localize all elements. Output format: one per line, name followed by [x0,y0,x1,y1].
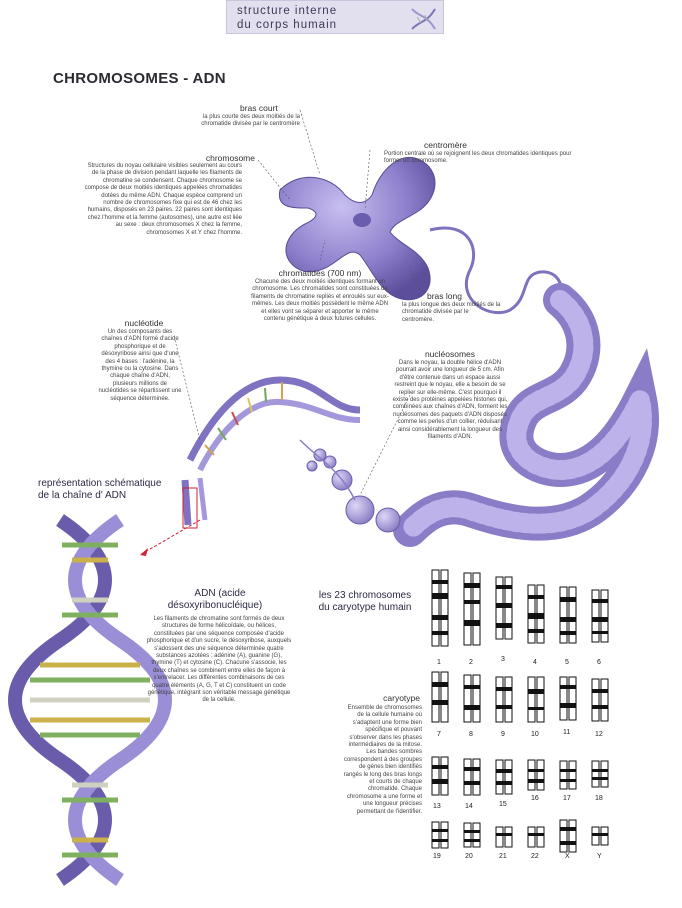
karyo-number: 11 [563,729,571,736]
nucleosome-beads [300,440,400,532]
label-chromatides-title: chromatides (700 nm) [278,268,362,278]
label-adn-title-1: ADN (acide [194,588,246,599]
karyo-number: 1 [437,659,441,666]
label-centromere-text: Portion centrale où se rejoignent les deux chromatides identiques pour former un chromosome. [384,151,572,165]
karyo-number: 10 [531,731,539,738]
header-line-2: du corps humain [237,19,338,31]
label-centromere-title: centromère [424,140,467,150]
label-adn-text: Les filaments de chromatine sont formés de deux structures de forme hélicoïdale, ou hélices, constituées par une séquence composée d'acide phosphorique et d'un sucre, le désoxyribose, auxquels s'adossent des une séquence déterminée quatre substances azotées : adénine (A), guanine (G), thymine (T) et cytosine (C). Chacune s'associe, les deux chaînes se combinent entre elles de façon à s'entrelacer. Les différentes combinaisons de ces quatre éléments (A, G, T et C) constituent un code génétique, intégrant son véritable message génétique de la cellule. [146,616,292,704]
karyo-number: 14 [465,803,473,810]
karyo-number: Y [597,853,602,860]
label-bras-long-text: la plus longue des deux moitiés de la chromatide divisée par le centromère. [402,302,501,323]
karyo-number: 2 [469,659,473,666]
label-adn-title-2: désoxyribonucléique) [167,600,263,611]
label-bras-court-text: la plus courte des deux moitiés de la chromatide divisée par le centromère [201,114,300,128]
label-representation-line1: représentation schématique [38,478,162,489]
label-chromatides-text: Chacune des deux moitiés identiques formant un chromosome. Les chromatides sont constituées de filaments de chromatine repliés et enroulés sur eux-mêmes. Les deux moitiés possèdent le même ADN et elles vont se séparer et apporter le même contenu génétique à deux futures cellules. [251,279,389,323]
karyo-number: 20 [465,853,473,860]
centromere-mark [353,213,371,227]
karyotype-grid [424,565,619,870]
karyo-number: 22 [531,853,539,860]
dna-helix-top [185,380,360,525]
karyo-number: 13 [433,803,441,810]
karyotype-chromosomes [424,565,619,870]
label-nucleosomes-title: nucléosomes [424,349,476,359]
karyo-number: 16 [531,795,539,802]
karyo-number: 9 [501,731,505,738]
dna-double-helix [15,520,165,880]
label-representation-line2: de la chaîne d' ADN [38,490,127,501]
karyo-number: 19 [433,853,441,860]
label-chromosome-text: Structures du noyau cellulaire visibles seulement au cours de la phase de division pendant laquelle les filaments de chromatine se condensent. Chaque chromosome se compose de deux moitiés identiques appelées chromatides dotées du même ADN. Chaque espèce comprend un nombre de chromosomes fixe qui est de 46 chez les humains, disposés en 23 paires. 22 paires sont identiques chez l'homme et la femme (autosomes), une autre est liée au sexe : deux chromosomes X chez la femme, chromosomes X et Y chez l'homme. [84,163,242,236]
label-nucleotide-text: Un des composants des chaînes d'ADN formé d'acide phosphorique et de désoxyribose ainsi que d'une des 4 bases : l'adénine, la thymine ou la cytosine. Dans chaque chaîne d'ADN, plusieurs millions de nucléotides se répartissent une séquence déterminée. [98,329,182,402]
karyotype-title-line1: les 23 chromosomes [318,590,412,601]
karyo-number: 3 [501,656,505,663]
karyo-number: 8 [469,731,473,738]
karyo-number: 7 [437,731,441,738]
karyo-number: 18 [595,795,603,802]
label-caryotype-text: Ensemble de chromosomes de la cellule humaine où s'adaptent une forme bien spécifique et pouvant s'observer dans les phases intermédiaires de la mitose. Les bandes sombres correspondent à des groupes de gènes bien identifiés rangés le long des bras longs et courts de chaque chromatide. Chaque chromosome a une forme et une longueur précises permettant de l'identifier. [343,705,422,815]
label-caryotype-title: caryotype [383,693,420,703]
page-title: CHROMOSOMES - ADN [53,70,226,87]
karyo-number: X [565,853,570,860]
label-bras-court-title: bras court [240,103,278,113]
karyo-number: 4 [533,659,537,666]
header-line-1: structure interne [237,5,338,17]
karyo-number: 5 [565,659,569,666]
label-nucleosomes-text: Dans le noyau, la double hélice d'ADN pourrait avoir une longueur de 5 cm. Afin d'être contenue dans un espace aussi restreint que le noyau, elle a besoin de se replier sur elle-même. C'est pourquoi il existe des protéines appelées histones qui, combinées aux chaînes d'ADN, forment les nucléosomes des paquets d'ADN disposés comme les perles d'un collier, réduisant ainsi considérablement la longueur des filaments d'ADN. [392,360,508,441]
label-nucleotide-title: nucléotide [124,318,164,328]
label-bras-long-title: bras long [427,291,462,301]
pointer-arrow [140,520,200,555]
karyo-number: 6 [597,659,601,666]
karyo-number: 15 [499,801,507,808]
karyotype-title-line2: du caryotype humain [318,602,412,613]
label-chromosome-title: chromosome [205,153,255,163]
karyo-number: 12 [595,731,603,738]
karyo-number: 21 [499,853,507,860]
karyo-number: 17 [563,795,571,802]
